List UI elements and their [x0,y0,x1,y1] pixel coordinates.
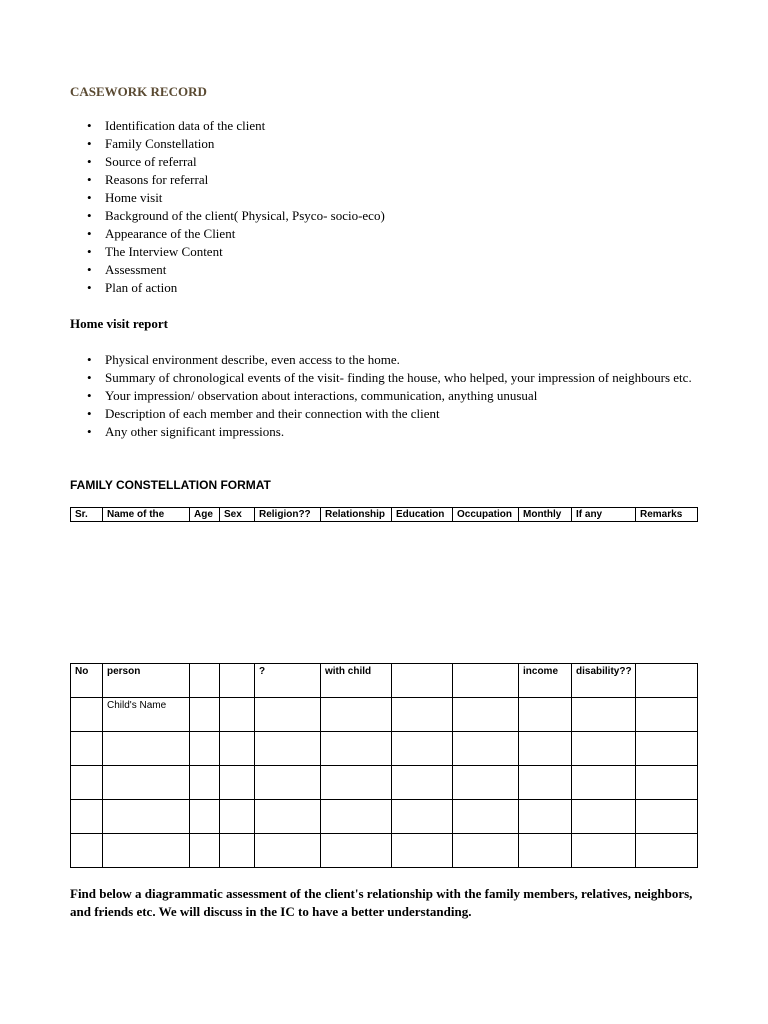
table-row [71,698,698,732]
table-cell [321,698,392,732]
column-header: Monthly [519,508,572,522]
footer-note: Find below a diagrammatic assessment of the client's relationship with the family members, relatives, neighbors, and friends etc. We will discuss in the IC to have a better understanding. [70,886,693,919]
table-cell [190,800,220,834]
table-cell [453,800,519,834]
table-cell [190,766,220,800]
column-header: If any [572,508,636,522]
table-cell [71,834,103,868]
table-cell [190,698,220,732]
list-item: • The Interview Content [70,243,710,261]
column-header: Relationship [321,508,392,522]
table-header-row [71,508,698,522]
column-header: disability?? [572,664,636,698]
table-cell [103,834,190,868]
table-cell [321,834,392,868]
column-header: ? [255,664,321,698]
table-row [71,732,698,766]
table-cell [636,766,698,800]
table-cell [255,800,321,834]
table-cell [255,766,321,800]
table-cell [255,698,321,732]
table-cell [392,800,453,834]
table-cell [392,698,453,732]
column-header: Religion?? [255,508,321,522]
table-cell [636,732,698,766]
table-cell [519,800,572,834]
table-cell [71,698,103,732]
list-item: • Summary of chronological events of the visit- finding the house, who helped, your impression of neighbours etc. [70,369,710,387]
table-cell [190,732,220,766]
column-header [636,664,698,698]
column-header: Sex [220,508,255,522]
page-title: CASEWORK RECORD [70,84,207,99]
table-cell [519,732,572,766]
table-cell [103,732,190,766]
list-item: • Identification data of the client [70,117,710,135]
column-header: Remarks [636,508,698,522]
table-cell [71,766,103,800]
table-cell [572,732,636,766]
family-table [70,663,698,868]
table-cell [71,732,103,766]
table-cell [190,834,220,868]
table-cell [103,766,190,800]
table-cell [453,732,519,766]
home-visit-heading: Home visit report [70,316,168,331]
list-item: • Assessment [70,261,710,279]
list-item: • Any other significant impressions. [70,423,710,441]
table-cell [453,834,519,868]
table-cell [519,698,572,732]
table-cell [636,834,698,868]
table-cell [220,800,255,834]
column-header: Education [392,508,453,522]
column-header [190,664,220,698]
table-cell [255,732,321,766]
table-cell [255,834,321,868]
list-item: • Description of each member and their connection with the client [70,405,710,423]
list-item: • Family Constellation [70,135,710,153]
table-cell [71,800,103,834]
list-item: • Physical environment describe, even access to the home. [70,351,710,369]
list-item: • Appearance of the Client [70,225,710,243]
table-cell [220,698,255,732]
list-item: • Your impression/ observation about interactions, communication, anything unusual [70,387,710,405]
casework-items-list [70,117,710,297]
column-header: income [519,664,572,698]
table-cell [220,834,255,868]
column-header: No [71,664,103,698]
table-cell [572,766,636,800]
list-item: • Home visit [70,189,710,207]
table-cell [321,800,392,834]
column-header: with child [321,664,392,698]
table-cell [103,800,190,834]
column-header [453,664,519,698]
table-cell [636,698,698,732]
column-header: Age [190,508,220,522]
table-cell [392,732,453,766]
table-cell [453,698,519,732]
list-item: • Plan of action [70,279,710,297]
column-header: Occupation [453,508,519,522]
table-header-row-continued [71,664,698,698]
list-item: • Background of the client( Physical, Psyco- socio-eco) [70,207,710,225]
column-header: Sr. [71,508,103,522]
table-cell [392,834,453,868]
table-cell [572,834,636,868]
table-row [71,834,698,868]
family-table-header [70,507,698,522]
table-cell [392,766,453,800]
home-visit-list [70,351,710,441]
list-item: • Source of referral [70,153,710,171]
table-cell [220,766,255,800]
table-cell [220,732,255,766]
table-row [71,766,698,800]
column-header: Name of the [103,508,190,522]
column-header: person [103,664,190,698]
table-cell [519,766,572,800]
column-header [392,664,453,698]
column-header [220,664,255,698]
family-format-heading: FAMILY CONSTELLATION FORMAT [70,478,271,492]
table-row [71,800,698,834]
table-cell: Child's Name [103,698,190,732]
table-cell [453,766,519,800]
list-item: • Reasons for referral [70,171,710,189]
table-cell [321,732,392,766]
table-cell [636,800,698,834]
table-cell [321,766,392,800]
table-cell [519,834,572,868]
table-cell [572,698,636,732]
table-cell [572,800,636,834]
